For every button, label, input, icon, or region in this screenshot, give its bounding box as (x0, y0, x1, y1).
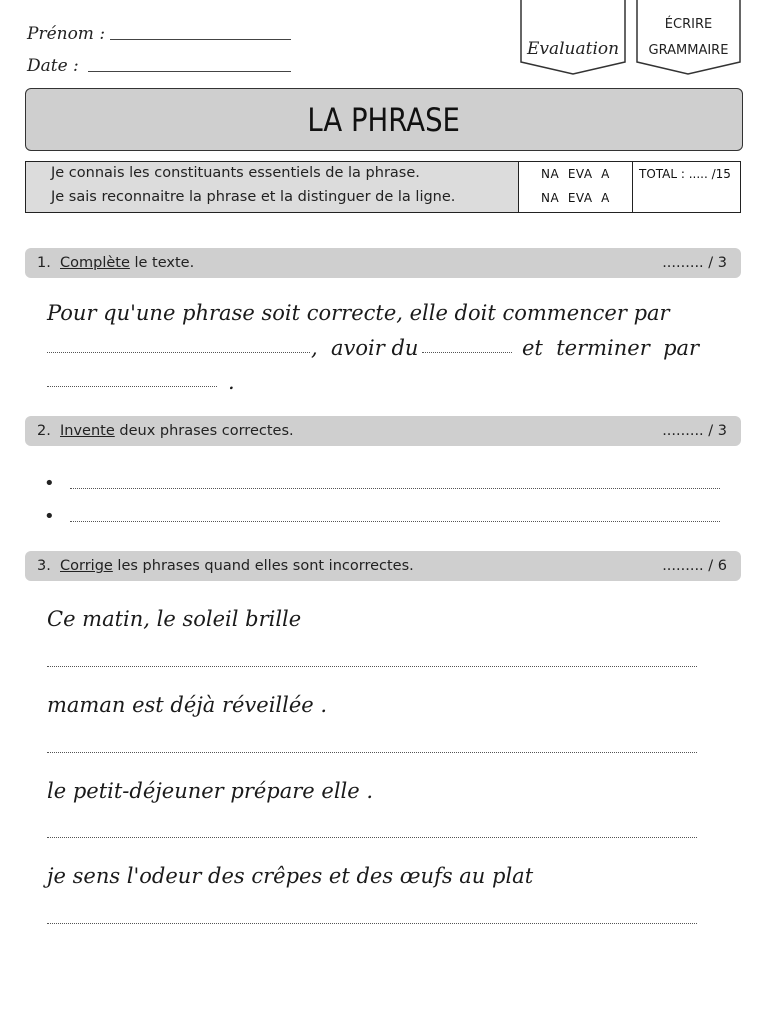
level-scale-1[interactable]: NA EVA A (541, 167, 610, 181)
exercise-1-instruction (60, 255, 194, 271)
exercise-2-bullet-2: • (44, 506, 55, 527)
title-banner (25, 88, 743, 151)
exercise-2-number: 2. (37, 423, 51, 439)
exercise-3-sentence-4: je sens l'odeur des crêpes et des œufs au plat (47, 864, 534, 888)
objectives-table (25, 161, 741, 213)
exercise-3-verb: Corrige (60, 558, 113, 574)
exercise-3-answer-line-1[interactable] (47, 666, 697, 667)
exercise-1-rest: le texte. (129, 255, 195, 271)
objectives-cell (26, 162, 519, 212)
exercise-1-number: 1. (37, 255, 51, 271)
exercise-2-verb: Invente (60, 423, 115, 439)
objective-2: Je sais reconnaitre la phrase et la distinguer de la ligne. (51, 189, 456, 205)
exercise-2-score: ......... / 3 (662, 423, 727, 439)
levels-cell (519, 162, 633, 212)
exercise-1-blank-1[interactable] (47, 352, 310, 353)
exercise-3-score: ......... / 6 (662, 558, 727, 574)
exercise-1-score: ......... / 3 (662, 255, 727, 271)
exercise-2-bullet-1: • (44, 473, 55, 494)
exercise-2-answer-line-1[interactable] (70, 488, 720, 489)
exercise-3-rest: les phrases quand elles sont incorrectes. (112, 558, 414, 574)
subject-flag (635, 0, 742, 76)
total-cell (633, 162, 740, 212)
exercise-3-answer-line-4[interactable] (47, 923, 697, 924)
exercise-3-answer-line-3[interactable] (47, 837, 697, 838)
exercise-1-text-middle: , avoir du (311, 336, 419, 360)
exercise-3-sentence-1: Ce matin, le soleil brille (47, 607, 302, 631)
exercise-2-bar (25, 416, 741, 446)
subject-flag-line2: GRAMMAIRE (648, 43, 729, 58)
exercise-1-text-final: . (228, 370, 235, 394)
exercise-2-answer-line-2[interactable] (70, 521, 720, 522)
exercise-3-number: 3. (37, 558, 51, 574)
exercise-2-rest: deux phrases correctes. (114, 423, 294, 439)
page-title: LA PHRASE (307, 100, 461, 139)
exercise-1-blank-2[interactable] (422, 352, 512, 353)
exercise-3-instruction (60, 558, 414, 574)
evaluation-flag (519, 0, 627, 76)
first-name-field[interactable] (110, 39, 291, 40)
exercise-3-answer-line-2[interactable] (47, 752, 697, 753)
exercise-3-bar (25, 551, 741, 581)
exercise-3-sentence-3: le petit-déjeuner prépare elle . (47, 779, 374, 803)
first-name-label: Prénom : (27, 24, 106, 44)
exercise-1-verb: Complète (60, 255, 130, 271)
total-score: TOTAL : ..... /15 (639, 167, 731, 181)
exercise-2-instruction (60, 423, 294, 439)
subject-flag-line1: ÉCRIRE (664, 17, 713, 32)
exercise-3-sentence-2: maman est déjà réveillée . (47, 693, 328, 717)
objective-1: Je connais les constituants essentiels de la phrase. (51, 165, 420, 181)
exercise-1-text-start: Pour qu'une phrase soit correcte, elle doit commencer par (47, 301, 670, 325)
date-label: Date : (27, 56, 79, 76)
exercise-1-text-end: et terminer par (522, 336, 700, 360)
exercise-1-bar (25, 248, 741, 278)
level-scale-2[interactable]: NA EVA A (541, 191, 610, 205)
evaluation-flag-label: Evaluation (526, 39, 620, 59)
date-field[interactable] (88, 71, 291, 72)
exercise-1-blank-3[interactable] (47, 386, 217, 387)
